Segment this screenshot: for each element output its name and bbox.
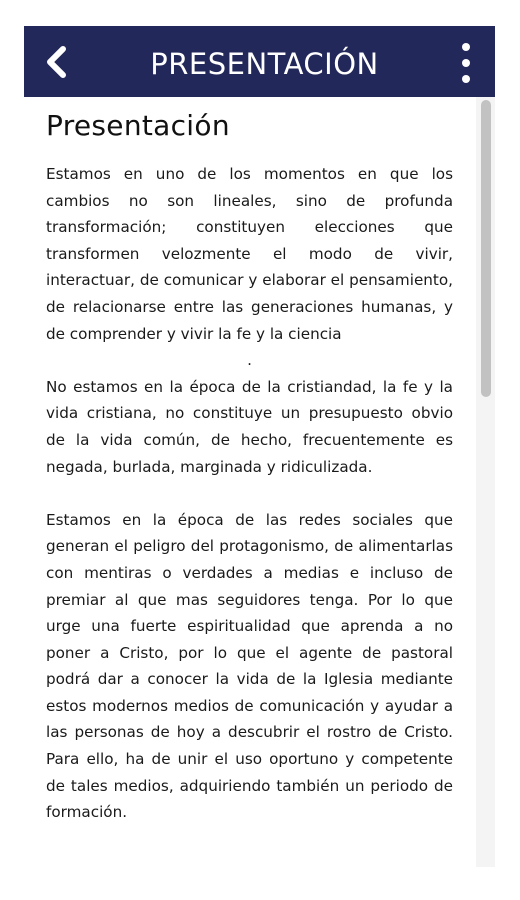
paragraph-separator: .	[247, 351, 252, 370]
scrollbar-thumb[interactable]	[481, 100, 491, 397]
scrollbar-track[interactable]	[476, 97, 495, 867]
paragraph-2: No estamos en la época de la cristiandad, la fe y la vida cristiana, no constituye un presupuesto obvio de la vida común, de hecho, frecuentemente es negada, burlada, marginada y ridiculizada.	[46, 377, 453, 476]
content-scroll-area[interactable]	[24, 97, 476, 867]
more-vertical-icon	[462, 43, 470, 51]
app-bar	[24, 26, 495, 97]
page-title: PRESENTACIÓN	[150, 47, 379, 81]
paragraph-1: Estamos en uno de los momentos en que los cambios no son lineales, sino de profunda transformación; constituyen elecciones que transformen velozmente el modo de vivir, interactuar, de comunicar y elaborar el pensamiento, de relacionarse entre las generaciones humanas, y de comprender y vivir la fe y la ciencia	[46, 165, 453, 343]
article-body	[46, 161, 453, 826]
back-button[interactable]	[38, 42, 74, 82]
overflow-menu-button[interactable]	[453, 43, 479, 83]
paragraph-3: Estamos en la época de las redes sociales que generan el peligro del protagonismo, de alimentarlas con mentiras o verdades a medias e incluso de premiar al que mas seguidores tenga. Por lo que urge una fuerte espiritualidad que aprenda a no poner a Cristo, por lo que el agente de pastoral podrá dar a conocer la vida de la Iglesia mediante estos modernos medios de comunicación y ayudar a las personas de hoy a descubrir el rostro de Cristo. Para ello, ha de unir el uso oportuno y competente de tales medios, adquiriendo también un periodo de formación.	[46, 510, 453, 822]
paragraph-gap	[46, 480, 453, 507]
chevron-left-icon	[43, 45, 69, 79]
content-heading: Presentación	[46, 109, 230, 142]
